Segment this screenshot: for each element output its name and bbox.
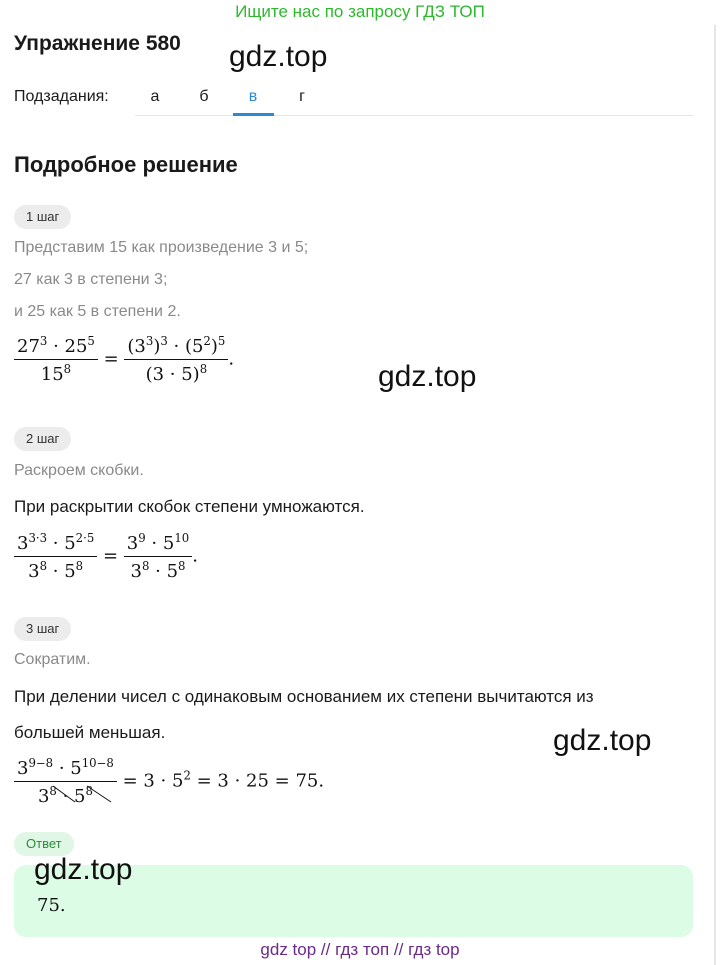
watermark: gdz.top bbox=[553, 724, 652, 757]
step-3-text-2: большей меньшая. bbox=[14, 723, 166, 742]
answer-value: 75. bbox=[37, 895, 66, 916]
cancel-strike-icon bbox=[49, 782, 119, 804]
watermark: gdz.top bbox=[34, 853, 133, 886]
subtasks-label: Подзадания: bbox=[14, 88, 109, 105]
step-1-line-1: Представим 15 как произведение 3 и 5; bbox=[14, 239, 309, 256]
top-banner[interactable]: Ищите нас по запросу ГДЗ ТОП bbox=[235, 2, 485, 21]
section-title: Подробное решение bbox=[14, 152, 238, 177]
tab-g[interactable]: г bbox=[299, 88, 305, 105]
exercise-title: Упражнение 580 bbox=[14, 32, 181, 55]
step-3-text-1: При делении чисел с одинаковым основанием их степени вычитаются из bbox=[14, 687, 594, 706]
footer-links[interactable]: gdz top // гдз топ // гдз top bbox=[260, 940, 460, 959]
step-3-hint: Сократим. bbox=[14, 651, 91, 668]
step-3-badge: 3 шаг bbox=[14, 617, 71, 641]
watermark: gdz.top bbox=[378, 360, 477, 393]
tab-a[interactable]: а bbox=[150, 88, 160, 105]
answer-badge: Ответ bbox=[14, 832, 74, 856]
active-tab-indicator bbox=[233, 113, 274, 116]
step-1-line-3: и 25 как 5 в степени 2. bbox=[14, 303, 181, 320]
step-1-formula: $\frac{27^3 \cdot 25^5}{15^8}$ = $\frac{(3^3)^3 \cdot (5^2)^5}{(3 \cdot 5)^8}$ . bbox=[14, 334, 234, 385]
page-edge-divider bbox=[714, 25, 716, 965]
tab-b[interactable]: б bbox=[199, 88, 209, 105]
step-2-badge: 2 шаг bbox=[14, 427, 71, 451]
tab-v[interactable]: в bbox=[248, 88, 258, 105]
tabs-divider bbox=[135, 115, 693, 116]
step-2-text: При раскрытии скобок степени умножаются. bbox=[14, 497, 365, 516]
step-2-formula: $\frac{3^{3\cdot 3} \cdot 5^{2\cdot 5}}{3^8 \cdot 5^8}$ = $\frac{3^9 \cdot 5^{10}}{3^8 \cdot 5^8}$ . bbox=[14, 531, 198, 582]
step-1-badge: 1 шаг bbox=[14, 205, 71, 229]
step-2-hint: Раскроем скобки. bbox=[14, 462, 144, 479]
step-3-formula: $\frac{3^{9-8} \cdot 5^{10-8}}{3^8 \cdot 5^8}$ = $3 \cdot 5^2 = 3 \cdot 25 = 75$. bbox=[14, 756, 324, 807]
step-1-line-2: 27 как 3 в степени 3; bbox=[14, 271, 168, 288]
watermark: gdz.top bbox=[229, 40, 328, 73]
